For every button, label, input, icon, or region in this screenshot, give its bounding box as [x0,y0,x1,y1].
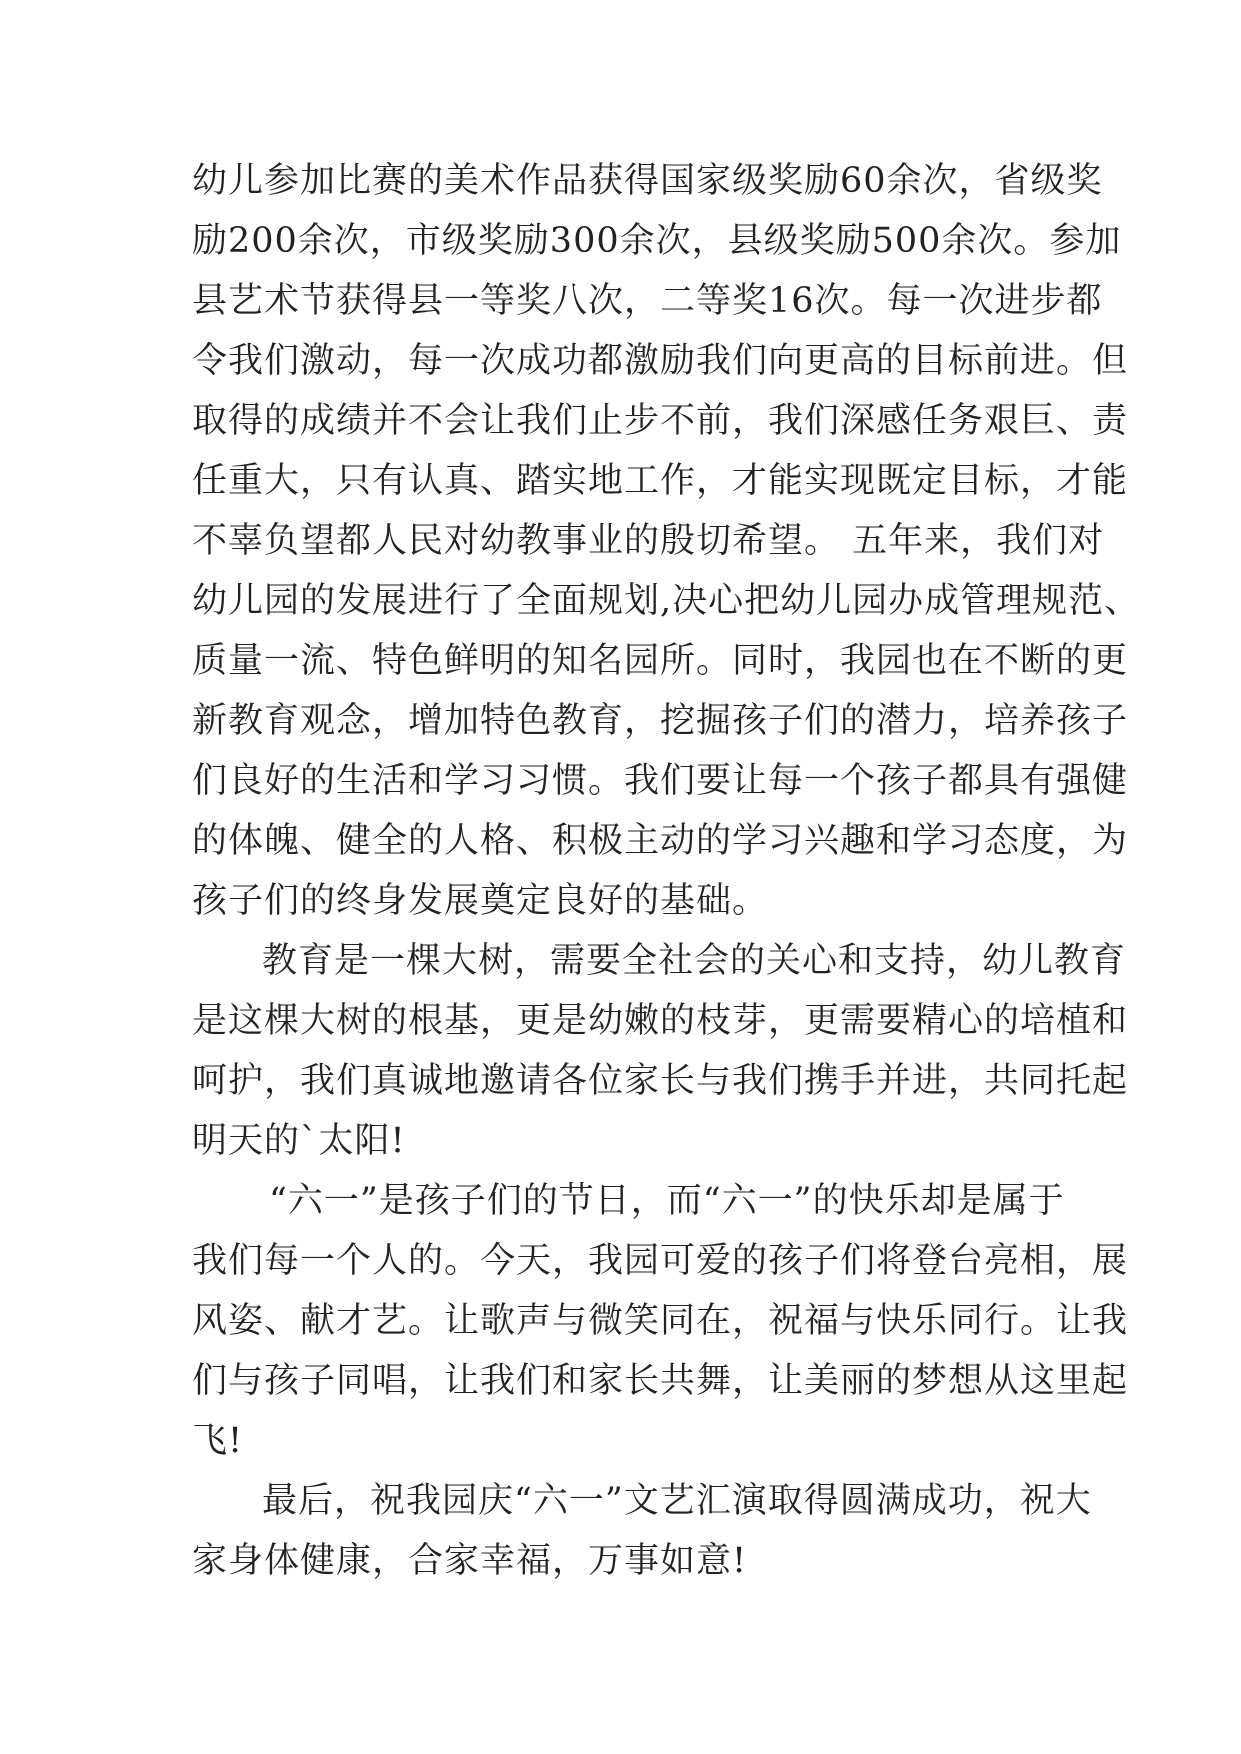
paragraph-first-line: 最后，祝我园庆“六一”文艺汇演取得圆满成功，祝大 [262,1481,1092,1521]
text-line: 县艺术节获得县一等奖八次，二等奖16次。每一次进步都 [192,281,1103,321]
text-line: 幼儿园的发展进行了全面规划,决心把幼儿园办成管理规范、 [192,581,1141,621]
text-line: 励200余次，市级奖励300余次，县级奖励500余次。参加 [192,221,1122,261]
text-line: 令我们激动，每一次成功都激励我们向更高的目标前进。但 [192,341,1129,381]
paragraph-first-line: “六一”是孩子们的节日，而“六一”的快乐却是属于 [269,1181,1065,1221]
text-line: 取得的成绩并不会让我们止步不前，我们深感任务艰巨、责 [192,401,1129,441]
text-line: 新教育观念，增加特色教育，挖掘孩子们的潜力，培养孩子 [192,701,1129,741]
text-line: 们与孩子同唱，让我们和家长共舞，让美丽的梦想从这里起 [192,1361,1129,1401]
text-line: 是这棵大树的根基，更是幼嫩的枝芽，更需要精心的培植和 [192,1001,1129,1041]
text-line: 不辜负望都人民对幼教事业的殷切希望。 五年来，我们对 [192,521,1105,561]
body-text [192,155,1141,1587]
text-line: 呵护，我们真诚地邀请各位家长与我们携手并进，共同托起 [192,1061,1129,1101]
text-line: 风姿、献才艺。让歌声与微笑同在，祝福与快乐同行。让我 [192,1301,1129,1341]
text-line: 的体魄、健全的人格、积极主动的学习兴趣和学习态度，为 [192,821,1129,861]
text-line: 我们每一个人的。今天，我园可爱的孩子们将登台亮相，展 [192,1241,1129,1281]
text-line: 们良好的生活和学习习惯。我们要让每一个孩子都具有强健 [192,761,1129,801]
text-line: 明天的`太阳! [192,1121,406,1161]
text-line: 飞! [192,1421,244,1461]
text-line: 家身体健康，合家幸福，万事如意! [192,1541,748,1581]
text-line: 任重大，只有认真、踏实地工作，才能实现既定目标，才能 [192,461,1129,501]
text-line: 孩子们的终身发展奠定良好的基础。 [192,881,769,921]
text-line: 幼儿参加比赛的美术作品获得国家级奖励60余次，省级奖 [192,161,1103,201]
text-line: 质量一流、特色鲜明的知名园所。同时，我园也在不断的更 [192,641,1129,681]
paragraph-first-line: 教育是一棵大树，需要全社会的关心和支持，幼儿教育 [262,941,1127,981]
